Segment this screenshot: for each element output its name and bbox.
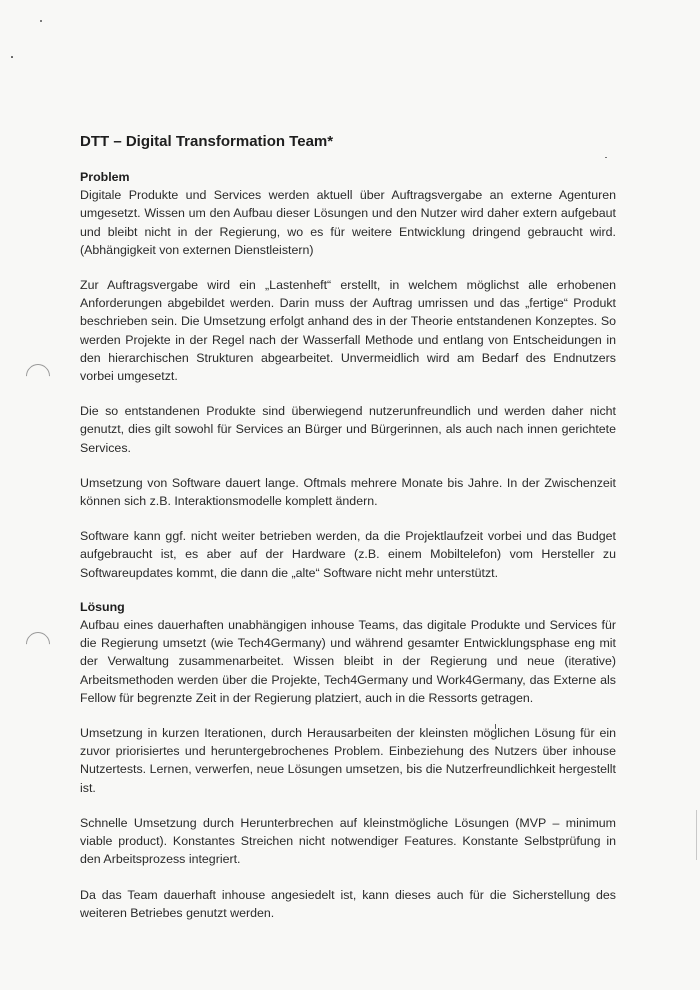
punch-hole-mark [21, 359, 55, 393]
paragraph: Schnelle Umsetzung durch Herunterbrechen auf kleinstmögliche Lösungen (MVP – minimum viable product). Konstantes Streichen nicht notwendiger Features. Konstante Selbstprüfung in den Arbeitsprozess integriert. [80, 815, 616, 867]
paragraph: Aufbau eines dauerhaften unabhängigen inhouse Teams, das digitale Produkte und Services für die Regierung umsetzt (wie Tech4Germany) und während gesamter Entwicklungsphase eng mit der Verwaltung zusammenarbeitet. Wissen bleibt in der Regierung und neue (iterative) Arbeitsmethoden werden über die Projekte, Tech4Germany und Work4Germany, das Externe als Fellow für begrenzte Zeit in der Regierung platziert, auch in die Ressorts getragen. [80, 618, 616, 705]
paragraph: Umsetzung von Software dauert lange. Oftmals mehrere Monate bis Jahre. In der Zwischenzeit können sich z.B. Interaktionsmodelle komplett ändern. [80, 475, 616, 509]
paragraph: Software kann ggf. nicht weiter betrieben werden, da die Projektlaufzeit vorbei und das Budget aufgebraucht ist, es aber auf der Hardware (z.B. einem Mobiltelefon) vom Hersteller zu Softwareupdates kommt, die dann die „alte“ Software nicht mehr unterstützt. [80, 529, 616, 580]
section-heading-problem: Problem [80, 170, 130, 184]
document-body [80, 132, 616, 939]
paragraph: Digitale Produkte und Services werden aktuell über Auftragsvergabe an externe Agenturen umgesetzt. Wissen um den Aufbau dieser Lösungen und den Nutzer wird daher extern aufgebaut und bleibt nicht in der Regierung, wo es für weitere Entwicklung dringend gebraucht wird. (Abhängigkeit von externen Dienstleistern) [80, 188, 616, 257]
scan-edge-line [696, 810, 697, 860]
paragraph: Da das Team dauerhaft inhouse angesiedelt ist, kann dieses auch für die Sicherstellung des weiteren Betriebes genutzt werden. [80, 887, 616, 920]
paragraph: Umsetzung in kurzen Iterationen, durch Herausarbeiten der kleinsten möglichen Lösung für ein zuvor priorisiertes und heruntergebrochenes Problem. Einbeziehung des Nutzers über inhouse Nutzertests. Lernen, verwerfen, neue Lösungen umsetzen, bis die Nutzerfreundlichkeit hergestellt ist. [80, 726, 616, 795]
paragraph: Die so entstandenen Produkte sind überwiegend nutzerunfreundlich und werden daher nicht genutzt, dies gilt sowohl für Services an Bürger und Bürgerinnen, als auch nach innen gerichtete Services. [80, 404, 616, 455]
section-heading-loesung: Lösung [80, 599, 125, 614]
scan-speck [40, 20, 42, 22]
document-title: DTT – Digital Transformation Team* [80, 133, 334, 150]
scan-speck [11, 56, 13, 58]
punch-hole-mark [21, 627, 55, 661]
paragraph: Zur Auftragsvergabe wird ein „Lastenheft“ erstellt, in welchem möglichst alle erhobenen Anforderungen abgebildet werden. Darin muss der Auftrag umrissen und das „fertige“ Produkt beschrieben sein. Die Umsetzung erfolgt anhand des in der Theorie entstandenen Konzeptes. So werden Projekte in der Regel nach der Wasserfall Methode und entlang von Entscheidungen in den hierarchischen Strukturen abgearbeitet. Unvermeidlich wird am Bedarf des Endnutzers vorbei umgesetzt. [80, 278, 616, 384]
